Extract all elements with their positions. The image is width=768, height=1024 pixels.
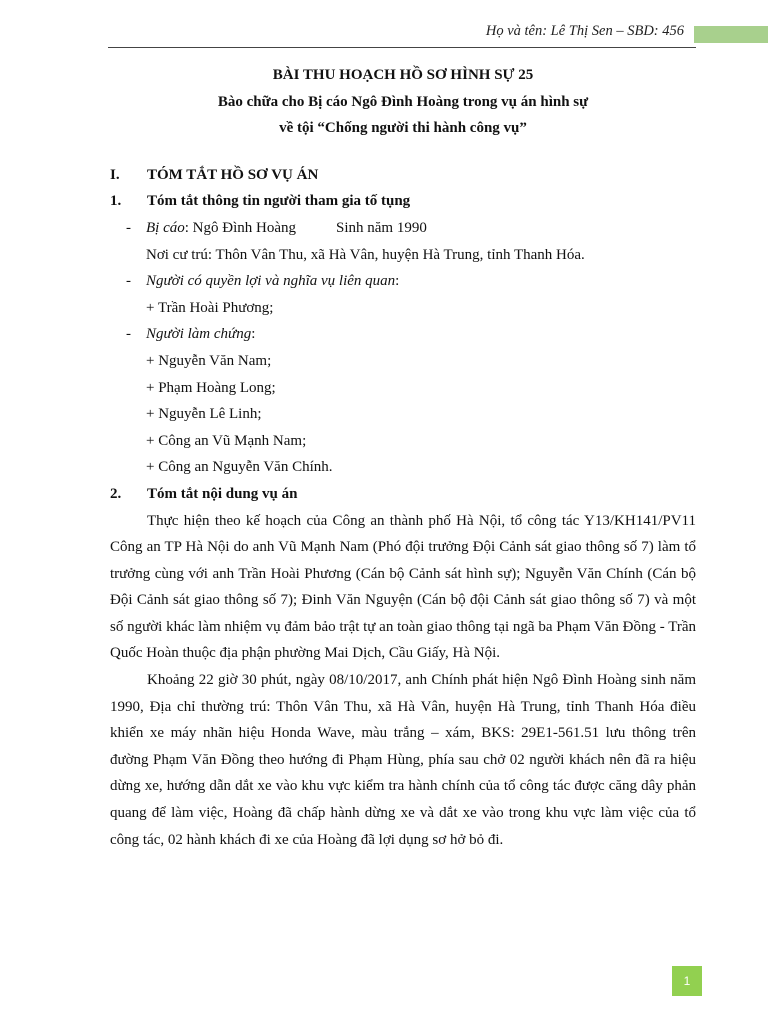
document-subtitle: Bào chữa cho Bị cáo Ngô Đình Hoàng trong vụ án hình sự bbox=[217, 93, 589, 110]
subsection-number: 1. bbox=[110, 193, 122, 210]
list-dash: - bbox=[126, 273, 131, 290]
subsection-heading bbox=[110, 481, 696, 508]
defendant-residence: Nơi cư trú: Thôn Vân Thu, xã Hà Vân, huyện Hà Trung, tỉnh Thanh Hóa. bbox=[146, 246, 585, 263]
witness-entry: + Phạm Hoàng Long; bbox=[146, 379, 276, 396]
witness-entry: + Công an Vũ Mạnh Nam; bbox=[146, 432, 307, 449]
list-dash: - bbox=[126, 326, 131, 343]
witness-entry: + Nguyễn Lê Linh; bbox=[146, 406, 262, 423]
document-title: BÀI THU HOẠCH HỒ SƠ HÌNH SỰ 25 bbox=[272, 67, 534, 83]
header-student-info: Họ và tên: Lê Thị Sen – SBD: 456 bbox=[485, 23, 684, 39]
defendant-label: Bị cáo bbox=[146, 219, 185, 236]
witness-entry: + Công an Nguyễn Văn Chính. bbox=[146, 459, 333, 476]
header-divider bbox=[108, 47, 696, 48]
document-title-block bbox=[110, 62, 696, 142]
section-title: TÓM TẮT HỒ SƠ VỤ ÁN bbox=[147, 166, 319, 183]
header-accent-tab bbox=[694, 26, 768, 43]
case-paragraph: Thực hiện theo kế hoạch của Công an thành phố Hà Nội, tổ công tác Y13/KH141/PV11 Công an TP Hà Nội do anh Vũ Mạnh Nam (Phó đội trưởng Đội Cảnh sát giao thông số 7) làm tổ trưởng cùng với anh Trần Hoài Phương (Cán bộ Cảnh sát hình sự); Nguyễn Văn Chính (Cán bộ Đội Cảnh sát giao thông số 7); Đinh Văn Nguyện (Cán bộ đội Cảnh sát giao thông số 7) và một số người khác làm nhiệm vụ đảm bảo trật tự an toàn giao thông tại ngã ba Phạm Văn Đồng - Trần Quốc Hoàn thuộc địa phận phường Mai Dịch, Cầu Giấy, Hà Nội. bbox=[110, 512, 696, 662]
document-body bbox=[110, 62, 696, 853]
witness-label: Người làm chứng bbox=[146, 326, 252, 343]
section-heading bbox=[110, 162, 696, 189]
defendant-item bbox=[110, 215, 696, 242]
related-person-item: - Người có quyền lợi và nghĩa vụ liên quan: bbox=[110, 268, 696, 295]
list-dash: - bbox=[126, 219, 131, 236]
witness-item: - Người làm chứng: bbox=[110, 321, 696, 348]
witness-entry: + Nguyễn Văn Nam; bbox=[146, 352, 272, 369]
section-number: I. bbox=[110, 166, 120, 183]
page-number-badge: 1 bbox=[672, 966, 702, 996]
subsection-heading bbox=[110, 188, 696, 215]
subsection-title: Tóm tắt nội dung vụ án bbox=[147, 485, 298, 502]
subsection-number: 2. bbox=[110, 485, 122, 502]
related-person: + Trần Hoài Phương; bbox=[146, 299, 274, 316]
subsection-title: Tóm tắt thông tin người tham gia tố tụng bbox=[147, 193, 411, 210]
related-person-label: Người có quyền lợi và nghĩa vụ liên quan bbox=[146, 273, 396, 290]
document-subtitle-2: về tội “Chống người thi hành công vụ” bbox=[279, 120, 527, 137]
defendant-name: : Ngô Đình Hoàng bbox=[184, 219, 296, 236]
defendant-birth: Sinh năm 1990 bbox=[336, 219, 427, 236]
case-paragraph: Khoảng 22 giờ 30 phút, ngày 08/10/2017, anh Chính phát hiện Ngô Đình Hoàng sinh năm 1990, Địa chỉ thường trú: Thôn Vân Thu, xã Hà Vân, huyện Hà Trung, tỉnh Thanh Hóa điều khiển xe máy nhãn hiệu Honda Wave, màu trắng – xám, BKS: 29E1-561.51 lưu thông trên đường Phạm Văn Đồng theo hướng đi Phạm Hùng, phía sau chở 02 người khách nên đã ra hiệu dừng xe, hướng dẫn dắt xe vào khu vực kiểm tra hành chính của tổ công tác được căng dây phản quang để làm việc, Hoàng đã chấp hành dừng xe và dắt xe vào trong khu vực làm việc của tổ công tác, 02 hành khách đi xe của Hoàng đã lợi dụng sơ hở bỏ đi. bbox=[110, 672, 696, 848]
